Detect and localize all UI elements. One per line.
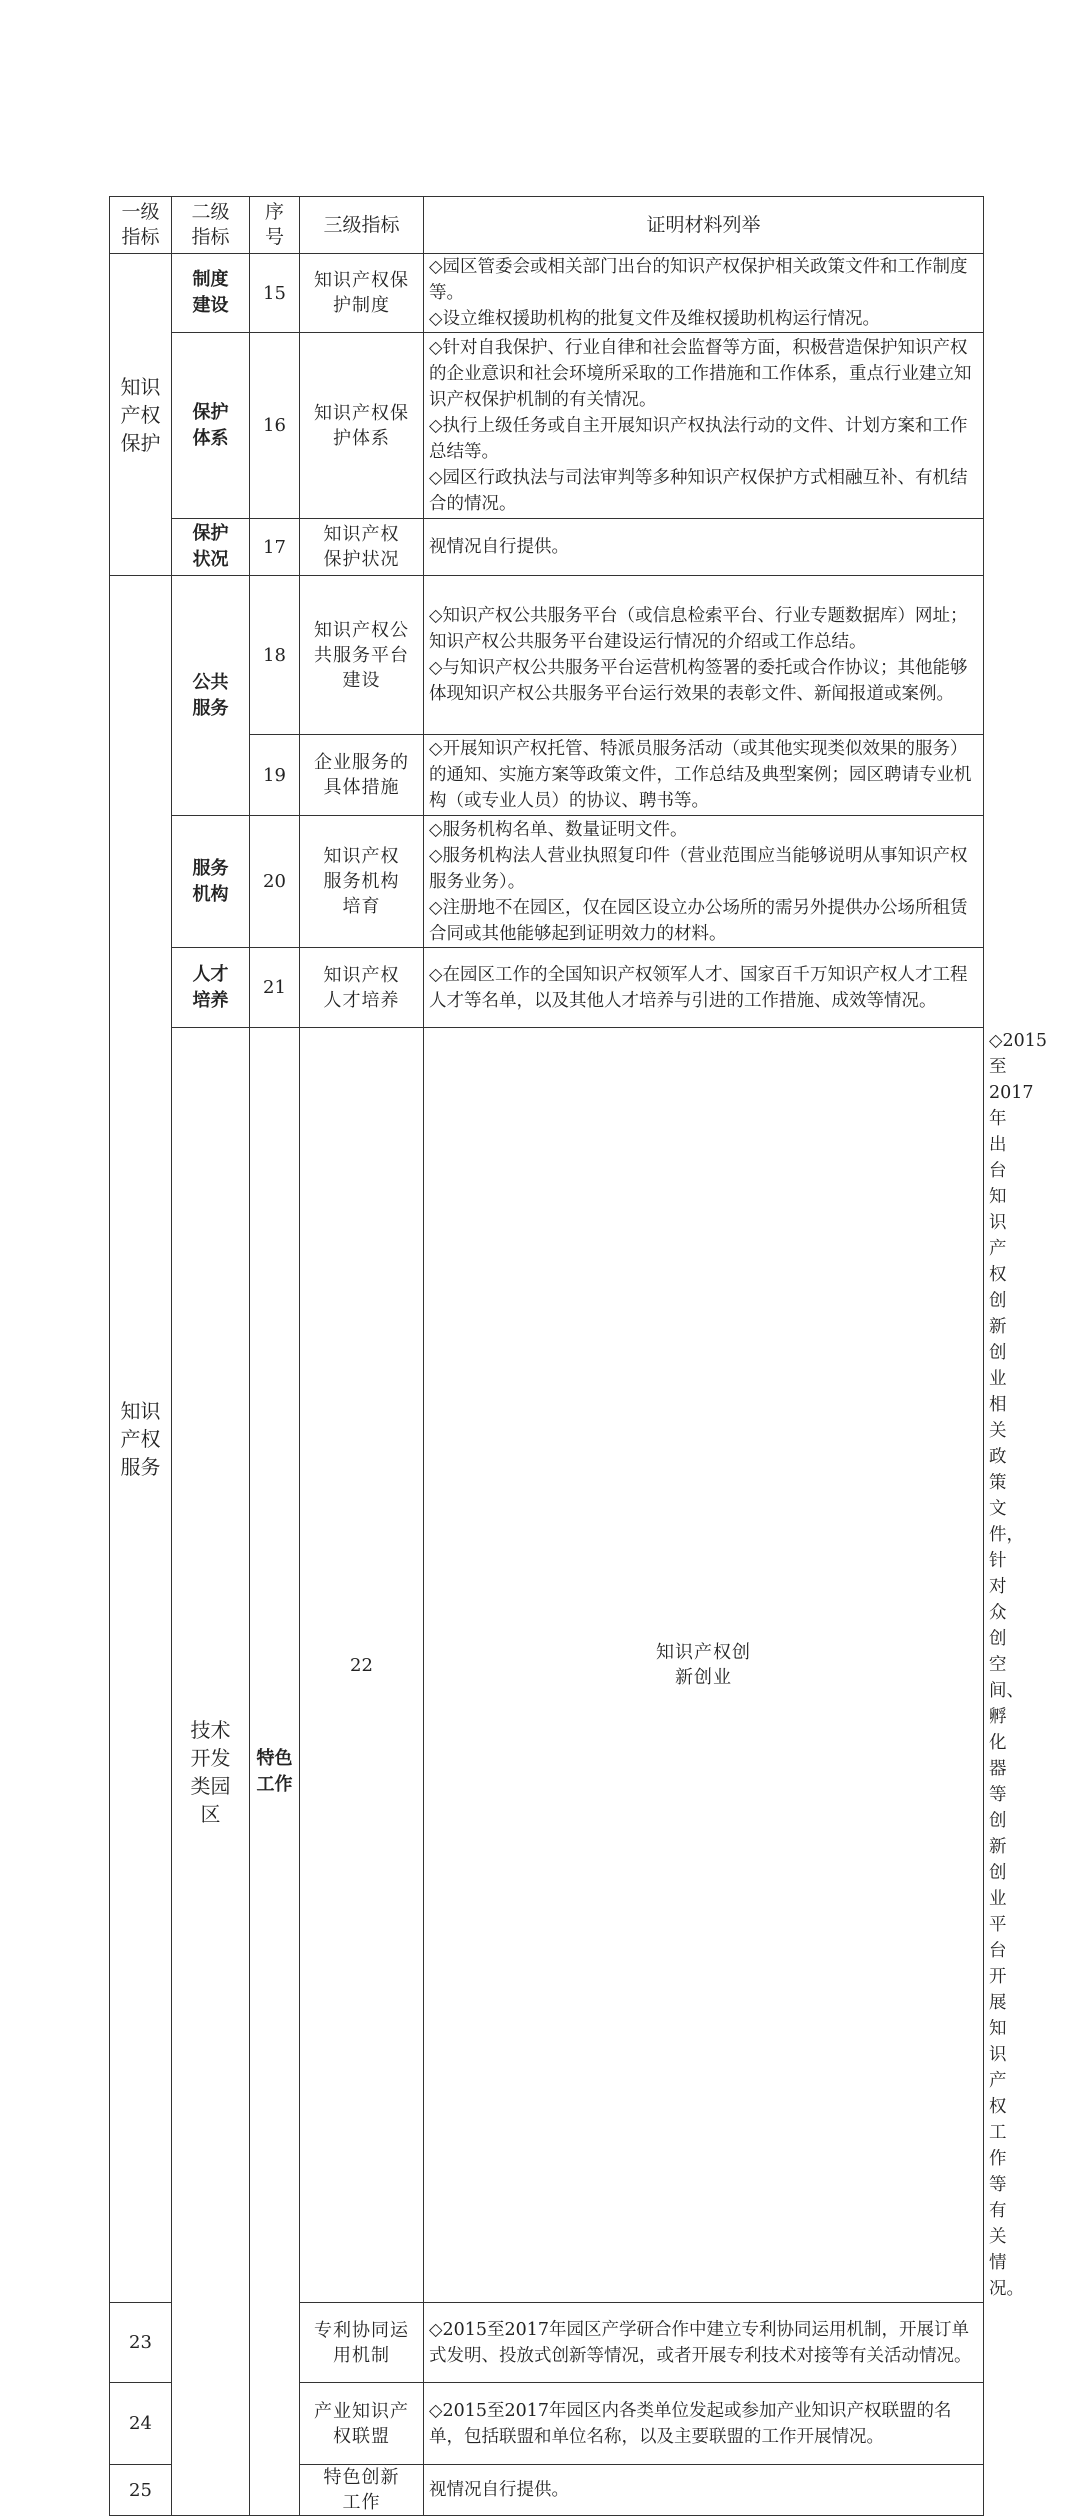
level3-cell: 知识产权 服务机构 培育 <box>300 816 424 948</box>
evidence-item: ◇开展知识产权托管、特派员服务活动（或其他实现类似效果的服务）的通知、实施方案等政策文件，工作总结及典型案例；园区聘请专业机构（或专业人员）的协议、聘书等。 <box>429 739 972 811</box>
level3-cell: 产业知识产 权联盟 <box>300 2383 424 2465</box>
evidence-item: ◇与知识产权公共服务平台运营机构签署的委托或合作协议；其他能够体现知识产权公共服务平台运行效果的表彰文件、新闻报道或案例。 <box>429 658 968 704</box>
level1-cell: 技术 开发 类园 区 <box>172 1028 250 2516</box>
header-evidence: 证明材料列举 <box>424 197 984 254</box>
seq-cell: 24 <box>110 2383 172 2465</box>
seq-cell: 15 <box>250 254 300 333</box>
seq-cell: 23 <box>110 2303 172 2383</box>
evidence-cell <box>424 735 984 816</box>
level2-cell: 保护 体系 <box>172 333 250 519</box>
evidence-cell <box>424 576 984 735</box>
level2-cell: 制度 建设 <box>172 254 250 333</box>
evidence-cell <box>424 254 984 333</box>
evidence-cell <box>424 816 984 948</box>
evidence-item: ◇园区行政执法与司法审判等多种知识产权保护方式相融互补、有机结合的情况。 <box>429 467 968 514</box>
evidence-cell <box>424 333 984 519</box>
level3-cell: 知识产权 保护状况 <box>300 519 424 576</box>
level2-cell: 保护 状况 <box>172 519 250 576</box>
evidence-cell <box>424 2383 984 2465</box>
level3-cell: 特色创新 工作 <box>300 2465 424 2516</box>
seq-cell: 19 <box>250 735 300 816</box>
header-level1: 一级 指标 <box>110 197 172 254</box>
level1-cell: 知识 产权 服务 <box>110 576 172 2303</box>
evidence-cell <box>424 2465 984 2516</box>
evidence-item: 视情况自行提供。 <box>429 2480 569 2500</box>
seq-cell: 17 <box>250 519 300 576</box>
header-level3: 三级指标 <box>300 197 424 254</box>
evidence-item: ◇注册地不在园区，仅在园区设立办公场所的需另外提供办公场所租赁合同或其他能够起到证明效力的材料。 <box>429 897 968 944</box>
evidence-item: ◇园区管委会或相关部门出台的知识产权保护相关政策文件和工作制度等。 <box>429 257 968 303</box>
seq-cell: 18 <box>250 576 300 735</box>
evidence-item: 视情况自行提供。 <box>429 537 569 557</box>
evidence-cell <box>424 948 984 1028</box>
evidence-item: ◇2015至2017年园区产学研合作中建立专利协同运用机制，开展订单式发明、投放式创新等情况，或者开展专利技术对接等有关活动情况。 <box>429 2319 972 2366</box>
level3-cell: 知识产权保 护制度 <box>300 254 424 333</box>
level2-cell: 公共 服务 <box>172 576 250 816</box>
evidence-item: ◇2015至2017年园区内各类单位发起或参加产业知识产权联盟的名单，包括联盟和单位名称，以及主要联盟的工作开展情况。 <box>429 2400 952 2447</box>
table-row <box>110 948 984 1028</box>
seq-cell: 21 <box>250 948 300 1028</box>
evidence-item: ◇在园区工作的全国知识产权领军人才、国家百千万知识产权人才工程人才等名单，以及其他人才培养与引进的工作措施、成效等情况。 <box>429 964 968 1011</box>
seq-cell: 16 <box>250 333 300 519</box>
header-row <box>110 197 984 254</box>
level2-cell: 人才 培养 <box>172 948 250 1028</box>
seq-cell: 20 <box>250 816 300 948</box>
evidence-item: ◇服务机构名单、数量证明文件。 <box>429 819 688 840</box>
table-row: 技术 开发 类园 区 特色 工作 22 知识产权创 新创业 ◇2015至2017年出台知识产权创新创业相关政策文件，针对众创空间、孵化器等创新创业平台开展知识产权工作等有关情况。 <box>110 1028 984 2303</box>
seq-cell: 25 <box>110 2465 172 2516</box>
header-seq: 序 号 <box>250 197 300 254</box>
evidence-item: ◇针对自我保护、行业自律和社会监督等方面，积极营造保护知识产权的企业意识和社会环境所采取的工作措施和工作体系，重点行业建立知识产权保护机制的有关情况。 <box>429 337 972 410</box>
table-row <box>110 519 984 576</box>
level3-cell: 知识产权公 共服务平台 建设 <box>300 576 424 735</box>
level3-cell: 知识产权保 护体系 <box>300 333 424 519</box>
evidence-item: ◇知识产权公共服务平台（或信息检索平台、行业专题数据库）网址；知识产权公共服务平台建设运行情况的介绍或工作总结。 <box>429 606 968 652</box>
table-row <box>110 576 984 735</box>
level2-cell: 服务 机构 <box>172 816 250 948</box>
evidence-item: ◇设立维权援助机构的批复文件及维权援助机构运行情况。 <box>429 309 880 329</box>
evidence-item: ◇执行上级任务或自主开展知识产权执法行动的文件、计划方案和工作总结等。 <box>429 415 968 462</box>
evidence-cell <box>424 2303 984 2383</box>
evidence-cell <box>424 519 984 576</box>
table-row <box>110 333 984 519</box>
header-level2: 二级 指标 <box>172 197 250 254</box>
level1-cell: 知识 产权 保护 <box>110 254 172 576</box>
evidence-item: ◇服务机构法人营业执照复印件（营业范围应当能够说明从事知识产权服务业务）。 <box>429 845 968 892</box>
indicator-table <box>109 196 1047 2516</box>
level3-cell: 知识产权 人才培养 <box>300 948 424 1028</box>
seq-cell: 22 <box>300 1028 424 2303</box>
table-row <box>110 816 984 948</box>
level3-cell: 专利协同运 用机制 <box>300 2303 424 2383</box>
table-row <box>110 254 984 333</box>
level3-cell: 知识产权创 新创业 <box>424 1028 984 2303</box>
level2-cell: 特色 工作 <box>250 1028 300 2516</box>
level3-cell: 企业服务的 具体措施 <box>300 735 424 816</box>
